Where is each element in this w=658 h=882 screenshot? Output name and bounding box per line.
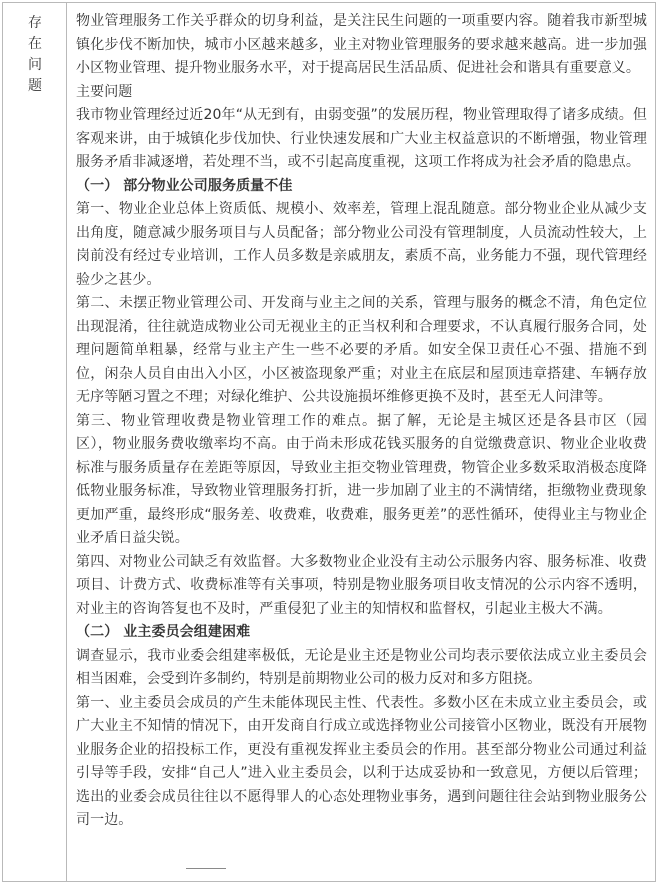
heading-service-quality: （一） 部分物业公司服务质量不佳 — [76, 177, 293, 194]
section-label-main-issues: 主要问题 — [76, 83, 133, 100]
row-label: 存在问题 — [28, 15, 42, 94]
intro-paragraph: 物业管理服务工作关乎群众的切身利益，是关注民生问题的一项重要内容。随着我市新型城镇化步伐不断加快，城市小区越来越多，业主对物业管理服务的要求越来越高。进一步加强小区物业管理、提升物业服务水平，对于提高居民生活品质、促进社会和谐具有重要意义。 — [76, 13, 647, 76]
paragraph-point-3: 第三、物业管理收费是物业管理工作的难点。据了解，无论是主城区还是各县市区（园区），物业服务费收缴率均不高。由于尚未形成花钱买服务的自觉缴费意识、物业企业收费标准与服务质量存在差距等原因，导致业主拒交物业管理费，物管企业多数采取消极态度降低物业服务标准，导致物业管理服务打折，进一步加剧了业主的不满情绪，拒缴物业费现象更加严重，最终形成“服务差、收费难，收费难，服务更差”的恶性循环，使得业主与物业企业矛盾日益尖锐。 — [76, 412, 647, 546]
issues-table — [2, 2, 656, 882]
content-cell — [67, 3, 655, 881]
underline-mark — [186, 868, 226, 869]
paragraph-point-4: 第四、对物业公司缺乏有效监督。大多数物业企业没有主动公示服务内容、服务标准、收费项目、计费方式、收费标准等有关事项，特别是物业服务项目收支情况的公示内容不透明，对业主的咨询答复也不及时，严重侵犯了业主的知情权和监督权，引起业主极大不满。 — [76, 553, 647, 617]
paragraph-survey: 调查显示，我市业委会组建率极低，无论是业主还是物业公司均表示要依法成立业主委员会相当困难，会受到许多制约，特别是前期物业公司的极力反对和多方阻挠。 — [76, 647, 647, 687]
paragraph-point-1: 第一、物业企业总体上资质低、规模小、效率差，管理上混乱随意。部分物业企业从减少支出角度，随意减少服务项目与人员配备；部分物业公司没有管理制度，人员流动性较大，上岗前没有经过专业培训，工作人员多数是亲戚朋友，素质不高，业务能力不强，现代管理经验少之甚少。 — [76, 201, 647, 288]
paragraph-point-2: 第二、未摆正物业管理公司、开发商与业主之间的关系，管理与服务的概念不清，角色定位出现混淆，往往就造成物业公司无视业主的正当权利和合理要求，不认真履行服务合同，处理问题简单粗暴，经常与业主产生一些不必要的矛盾。如安全保卫责任心不强、措施不到位，闲杂人员自由出入小区，小区被盗现象严重；对业主在底层和屋顶违章搭建、车辆存放无序等陋习置之不理；对绿化维护、公共设施损坏维修更换不及时，甚至无人问津等。 — [76, 295, 647, 405]
heading-owners-committee: （二） 业主委员会组建困难 — [76, 624, 251, 640]
paragraph-committee-point-1: 第一、业主委员会成员的产生未能体现民主性、代表性。多数小区在未成立业主委员会，或广大业主不知情的情况下，由开发商自行成立或选择物业公司接管小区物业，既没有开展物业服务企业的招投标工作，更没有重视发挥业主委员会的作用。甚至部分物业公司通过利益引导等手段，安排“自己人”进入业主委员会，以利于达成妥协和一致意见，方便以后管理；选出的业委会成员往往以不愿得罪人的心态处理物业事务，遇到问题往往会站到物业服务公司一边。 — [76, 694, 647, 828]
row-label-cell — [3, 3, 67, 881]
overview-paragraph: 我市物业管理经过近20年“从无到有，由弱变强”的发展历程，物业管理取得了诸多成绩。但客观来讲，由于城镇化步伐加快、行业快速发展和广大业主权益意识的不断增强，物业管理服务矛盾非减逐增，若处理不当，或不引起高度重视，这项工作将成为社会矛盾的隐患点。 — [76, 107, 647, 170]
